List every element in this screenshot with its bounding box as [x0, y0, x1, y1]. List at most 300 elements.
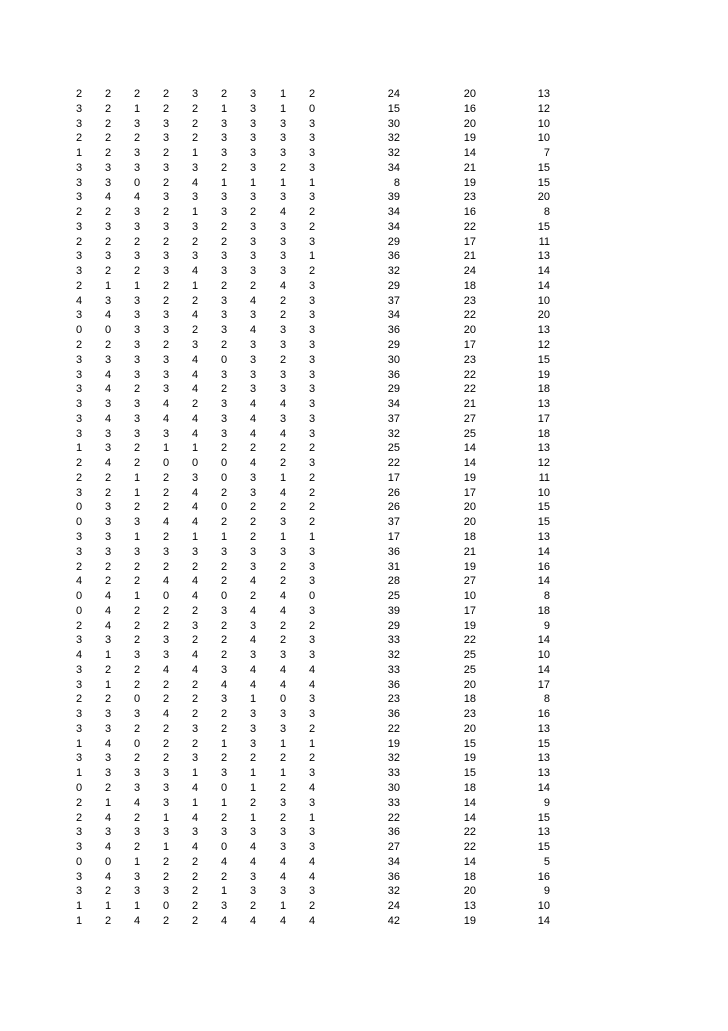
score-cell: 1 [221, 530, 228, 543]
score-cell: 2 [163, 294, 170, 307]
score-cell: 3 [163, 250, 170, 263]
score-cell: 1 [280, 471, 287, 484]
table-row [0, 235, 728, 250]
total-cell: 17 [463, 235, 476, 248]
score-cell: 1 [134, 486, 141, 499]
score-cell: 3 [76, 826, 83, 839]
total-cell: 10 [463, 590, 476, 603]
score-cell: 3 [134, 781, 141, 794]
score-cell: 1 [163, 811, 170, 824]
score-cell: 2 [309, 486, 316, 499]
score-cell: 3 [192, 220, 199, 233]
score-cell: 2 [192, 294, 199, 307]
total-cell: 34 [387, 855, 400, 868]
score-cell: 1 [309, 737, 316, 750]
score-cell: 2 [76, 339, 83, 352]
total-cell: 39 [387, 191, 400, 204]
score-cell: 1 [280, 767, 287, 780]
score-cell: 2 [280, 575, 287, 588]
score-cell: 3 [163, 383, 170, 396]
table-row [0, 161, 728, 176]
table-row [0, 441, 728, 456]
score-cell: 1 [221, 737, 228, 750]
total-cell: 34 [387, 161, 400, 174]
score-cell: 3 [163, 649, 170, 662]
total-cell: 14 [463, 442, 476, 455]
score-cell: 3 [309, 309, 316, 322]
total-cell: 14 [537, 634, 550, 647]
score-cell: 4 [280, 486, 287, 499]
total-cell: 20 [463, 88, 476, 100]
score-cell: 2 [134, 678, 141, 691]
score-cell: 1 [280, 530, 287, 543]
score-cell: 3 [134, 427, 141, 440]
total-cell: 21 [463, 398, 476, 411]
score-cell: 1 [280, 900, 287, 913]
total-cell: 18 [463, 870, 476, 883]
score-cell: 2 [163, 855, 170, 868]
score-cell: 4 [280, 870, 287, 883]
score-cell: 1 [280, 102, 287, 115]
score-cell: 0 [309, 102, 316, 115]
total-cell: 14 [463, 811, 476, 824]
score-cell: 2 [250, 279, 257, 292]
score-cell: 4 [192, 176, 199, 189]
score-cell: 2 [221, 339, 228, 352]
score-cell: 3 [309, 368, 316, 381]
total-cell: 29 [387, 383, 400, 396]
score-cell: 3 [280, 383, 287, 396]
score-cell: 2 [105, 885, 112, 898]
table-row [0, 368, 728, 383]
total-cell: 5 [543, 855, 550, 868]
score-cell: 3 [280, 235, 287, 248]
score-cell: 2 [221, 161, 228, 174]
total-cell: 15 [537, 220, 550, 233]
score-cell: 4 [250, 412, 257, 425]
total-cell: 14 [537, 663, 550, 676]
total-cell: 24 [463, 265, 476, 278]
score-cell: 3 [76, 870, 83, 883]
score-cell: 3 [309, 412, 316, 425]
table-row [0, 486, 728, 501]
score-cell: 3 [250, 722, 257, 735]
score-cell: 3 [76, 722, 83, 735]
score-cell: 4 [309, 914, 316, 927]
score-cell: 4 [192, 368, 199, 381]
score-cell: 2 [192, 117, 199, 130]
score-cell: 0 [221, 841, 228, 854]
score-cell: 2 [134, 604, 141, 617]
score-cell: 1 [163, 442, 170, 455]
score-cell: 2 [105, 781, 112, 794]
score-cell: 2 [192, 678, 199, 691]
total-cell: 22 [463, 826, 476, 839]
total-cell: 23 [387, 693, 400, 706]
score-cell: 3 [134, 220, 141, 233]
score-cell: 2 [192, 235, 199, 248]
table-row [0, 619, 728, 634]
score-cell: 2 [309, 516, 316, 529]
score-cell: 3 [280, 147, 287, 160]
score-cell: 1 [309, 250, 316, 263]
total-cell: 29 [387, 619, 400, 632]
score-cell: 3 [134, 117, 141, 130]
score-cell: 2 [250, 442, 257, 455]
total-cell: 19 [537, 368, 550, 381]
score-cell: 1 [76, 900, 83, 913]
total-cell: 19 [387, 737, 400, 750]
score-cell: 3 [163, 309, 170, 322]
total-cell: 15 [387, 102, 400, 115]
score-cell: 2 [192, 398, 199, 411]
total-cell: 29 [387, 279, 400, 292]
table-row [0, 412, 728, 427]
score-cell: 2 [309, 900, 316, 913]
score-cell: 3 [250, 545, 257, 558]
score-cell: 3 [250, 486, 257, 499]
score-cell: 2 [280, 752, 287, 765]
score-cell: 1 [163, 841, 170, 854]
score-cell: 2 [134, 88, 141, 100]
score-cell: 3 [163, 427, 170, 440]
score-cell: 3 [163, 368, 170, 381]
score-cell: 4 [250, 634, 257, 647]
score-cell: 3 [163, 161, 170, 174]
score-cell: 3 [309, 132, 316, 145]
score-cell: 4 [250, 294, 257, 307]
total-cell: 15 [537, 176, 550, 189]
score-cell: 3 [221, 368, 228, 381]
score-cell: 3 [76, 427, 83, 440]
total-cell: 19 [463, 914, 476, 927]
score-cell: 3 [76, 191, 83, 204]
score-cell: 4 [280, 678, 287, 691]
score-cell: 3 [250, 220, 257, 233]
total-cell: 16 [537, 870, 550, 883]
total-cell: 16 [463, 102, 476, 115]
score-cell: 3 [192, 191, 199, 204]
score-cell: 3 [221, 191, 228, 204]
table-row [0, 427, 728, 442]
score-cell: 3 [163, 796, 170, 809]
score-cell: 3 [76, 752, 83, 765]
total-cell: 13 [537, 250, 550, 263]
total-cell: 9 [543, 796, 550, 809]
score-cell: 4 [192, 575, 199, 588]
score-cell: 3 [163, 826, 170, 839]
score-cell: 3 [280, 722, 287, 735]
score-cell: 2 [134, 235, 141, 248]
score-cell: 2 [221, 442, 228, 455]
score-cell: 3 [221, 767, 228, 780]
score-cell: 2 [221, 235, 228, 248]
score-cell: 2 [76, 796, 83, 809]
score-cell: 4 [250, 457, 257, 470]
score-cell: 1 [105, 900, 112, 913]
total-cell: 18 [463, 279, 476, 292]
table-row [0, 500, 728, 515]
score-cell: 2 [309, 88, 316, 100]
total-cell: 18 [537, 604, 550, 617]
score-cell: 3 [280, 265, 287, 278]
table-row [0, 722, 728, 737]
total-cell: 37 [387, 294, 400, 307]
score-cell: 3 [163, 265, 170, 278]
total-cell: 13 [537, 324, 550, 337]
score-cell: 3 [134, 870, 141, 883]
score-cell: 1 [76, 767, 83, 780]
total-cell: 18 [463, 693, 476, 706]
total-cell: 14 [537, 545, 550, 558]
score-cell: 3 [105, 398, 112, 411]
score-cell: 3 [76, 265, 83, 278]
score-cell: 3 [280, 841, 287, 854]
table-row [0, 825, 728, 840]
score-cell: 3 [309, 560, 316, 573]
score-cell: 3 [163, 353, 170, 366]
score-cell: 2 [76, 132, 83, 145]
score-cell: 2 [76, 560, 83, 573]
score-cell: 2 [163, 279, 170, 292]
score-cell: 4 [192, 412, 199, 425]
total-cell: 22 [463, 383, 476, 396]
score-cell: 4 [105, 590, 112, 603]
score-cell: 2 [163, 870, 170, 883]
score-cell: 3 [309, 649, 316, 662]
score-cell: 3 [105, 516, 112, 529]
table-row [0, 279, 728, 294]
score-cell: 3 [250, 88, 257, 100]
score-cell: 3 [105, 545, 112, 558]
total-cell: 10 [537, 900, 550, 913]
score-cell: 0 [221, 457, 228, 470]
table-row [0, 707, 728, 722]
score-cell: 2 [76, 88, 83, 100]
score-cell: 3 [309, 147, 316, 160]
score-cell: 0 [221, 501, 228, 514]
score-cell: 2 [221, 708, 228, 721]
score-cell: 3 [221, 412, 228, 425]
total-cell: 14 [537, 575, 550, 588]
total-cell: 15 [537, 161, 550, 174]
score-cell: 2 [163, 147, 170, 160]
score-cell: 2 [221, 649, 228, 662]
score-cell: 0 [76, 590, 83, 603]
total-cell: 17 [463, 486, 476, 499]
total-cell: 31 [387, 560, 400, 573]
score-cell: 2 [105, 663, 112, 676]
score-cell: 4 [250, 604, 257, 617]
score-cell: 2 [134, 383, 141, 396]
score-cell: 3 [76, 176, 83, 189]
total-cell: 33 [387, 663, 400, 676]
score-cell: 4 [192, 353, 199, 366]
score-cell: 4 [250, 841, 257, 854]
score-cell: 3 [76, 486, 83, 499]
total-cell: 27 [387, 841, 400, 854]
score-cell: 0 [76, 324, 83, 337]
score-cell: 3 [105, 752, 112, 765]
score-cell: 3 [250, 102, 257, 115]
score-cell: 4 [280, 590, 287, 603]
total-cell: 27 [463, 412, 476, 425]
total-cell: 26 [387, 486, 400, 499]
total-cell: 21 [463, 545, 476, 558]
score-cell: 3 [134, 147, 141, 160]
table-row [0, 294, 728, 309]
score-cell: 4 [280, 398, 287, 411]
score-cell: 3 [134, 324, 141, 337]
table-row [0, 574, 728, 589]
score-cell: 2 [163, 501, 170, 514]
score-cell: 2 [221, 560, 228, 573]
score-cell: 3 [134, 353, 141, 366]
score-cell: 2 [192, 560, 199, 573]
score-cell: 3 [309, 885, 316, 898]
table-row [0, 914, 728, 929]
table-row [0, 781, 728, 796]
score-cell: 3 [221, 132, 228, 145]
score-cell: 2 [280, 309, 287, 322]
total-cell: 37 [387, 412, 400, 425]
score-cell: 0 [309, 590, 316, 603]
score-cell: 2 [76, 693, 83, 706]
score-cell: 2 [250, 206, 257, 219]
score-cell: 2 [221, 575, 228, 588]
score-cell: 3 [105, 634, 112, 647]
total-cell: 25 [387, 590, 400, 603]
score-cell: 1 [250, 176, 257, 189]
score-cell: 2 [134, 560, 141, 573]
score-cell: 3 [76, 885, 83, 898]
score-cell: 3 [309, 191, 316, 204]
score-cell: 3 [309, 708, 316, 721]
score-cell: 4 [221, 914, 228, 927]
total-cell: 36 [387, 870, 400, 883]
score-cell: 4 [76, 649, 83, 662]
table-row [0, 176, 728, 191]
total-cell: 13 [537, 826, 550, 839]
score-cell: 3 [250, 265, 257, 278]
total-cell: 23 [463, 353, 476, 366]
table-row [0, 353, 728, 368]
score-cell: 3 [309, 796, 316, 809]
total-cell: 37 [387, 516, 400, 529]
score-cell: 3 [280, 826, 287, 839]
total-cell: 14 [463, 457, 476, 470]
score-cell: 3 [76, 678, 83, 691]
score-cell: 3 [134, 412, 141, 425]
score-cell: 0 [134, 176, 141, 189]
score-cell: 2 [163, 737, 170, 750]
score-cell: 4 [163, 516, 170, 529]
score-cell: 2 [163, 604, 170, 617]
score-cell: 3 [309, 767, 316, 780]
score-cell: 2 [163, 619, 170, 632]
score-cell: 1 [134, 279, 141, 292]
total-cell: 13 [537, 398, 550, 411]
score-cell: 2 [192, 855, 199, 868]
total-cell: 15 [463, 767, 476, 780]
score-cell: 4 [105, 811, 112, 824]
total-cell: 12 [537, 102, 550, 115]
score-cell: 2 [192, 132, 199, 145]
score-cell: 3 [221, 309, 228, 322]
score-cell: 3 [163, 324, 170, 337]
score-cell: 3 [309, 353, 316, 366]
score-cell: 2 [134, 634, 141, 647]
total-cell: 30 [387, 353, 400, 366]
total-cell: 10 [537, 117, 550, 130]
table-row [0, 604, 728, 619]
total-cell: 18 [463, 781, 476, 794]
total-cell: 39 [387, 604, 400, 617]
total-cell: 10 [537, 649, 550, 662]
score-cell: 3 [309, 294, 316, 307]
score-cell: 1 [105, 649, 112, 662]
score-cell: 2 [192, 900, 199, 913]
score-cell: 4 [250, 663, 257, 676]
total-cell: 33 [387, 634, 400, 647]
score-cell: 0 [134, 693, 141, 706]
score-cell: 4 [309, 663, 316, 676]
score-cell: 2 [134, 575, 141, 588]
score-cell: 2 [76, 235, 83, 248]
score-cell: 3 [163, 117, 170, 130]
score-cell: 3 [221, 250, 228, 263]
score-cell: 3 [76, 117, 83, 130]
score-cell: 2 [105, 132, 112, 145]
total-cell: 32 [387, 427, 400, 440]
score-cell: 4 [280, 206, 287, 219]
score-cell: 3 [192, 339, 199, 352]
score-cell: 2 [250, 752, 257, 765]
score-cell: 3 [250, 368, 257, 381]
score-cell: 3 [192, 752, 199, 765]
total-cell: 20 [463, 722, 476, 735]
score-cell: 2 [221, 220, 228, 233]
score-cell: 3 [309, 339, 316, 352]
score-cell: 2 [280, 457, 287, 470]
score-cell: 2 [134, 811, 141, 824]
score-cell: 3 [192, 826, 199, 839]
total-cell: 8 [543, 206, 550, 219]
total-cell: 36 [387, 678, 400, 691]
score-cell: 3 [221, 206, 228, 219]
score-cell: 3 [280, 117, 287, 130]
total-cell: 11 [538, 471, 550, 484]
score-cell: 4 [221, 855, 228, 868]
total-cell: 17 [387, 530, 400, 543]
score-cell: 4 [105, 309, 112, 322]
total-cell: 18 [463, 530, 476, 543]
score-cell: 3 [309, 279, 316, 292]
score-cell: 3 [105, 353, 112, 366]
total-cell: 32 [387, 132, 400, 145]
score-cell: 2 [192, 604, 199, 617]
score-cell: 2 [280, 353, 287, 366]
total-cell: 42 [387, 914, 400, 927]
total-cell: 9 [543, 619, 550, 632]
score-cell: 1 [280, 737, 287, 750]
score-cell: 2 [134, 132, 141, 145]
score-cell: 3 [250, 339, 257, 352]
score-cell: 4 [163, 412, 170, 425]
score-cell: 2 [105, 339, 112, 352]
score-cell: 2 [76, 206, 83, 219]
total-cell: 29 [387, 235, 400, 248]
